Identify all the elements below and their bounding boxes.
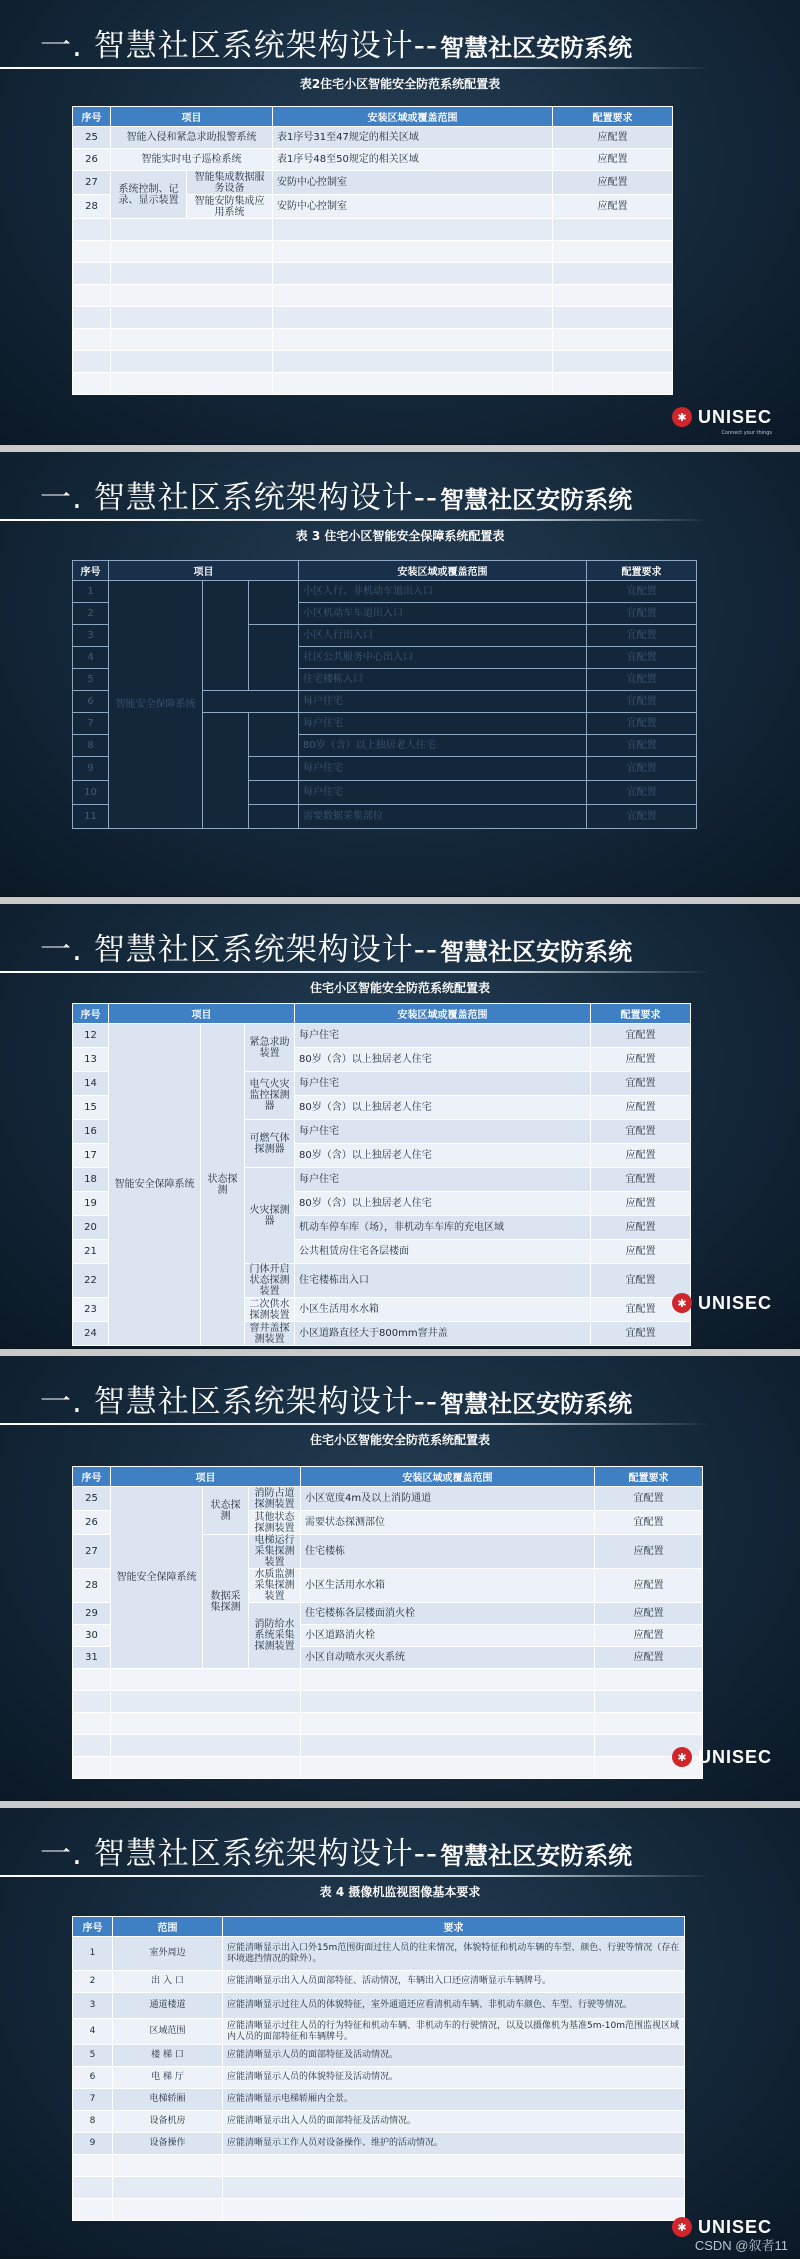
title-underline [0,971,710,973]
slide-4 [0,1356,800,1801]
cell-no: 1 [73,581,109,603]
cell-area: 需要状态探测部位 [301,1511,595,1535]
cell-device: 电气火灾监控探测器 [245,1072,295,1120]
cell-req: 应能清晰显示人员的面部特征及活动情况。 [223,2045,685,2067]
cell-device [249,757,299,781]
cell-device [249,805,299,829]
header-req: 配置要求 [587,561,697,581]
title-main: 一. 智慧社区系统架构设计-- [40,480,439,516]
cell-item-group: 系统控制、记录、显示装置 [111,171,187,219]
cell-req: 应能清晰显示工作人员对设备操作、维护的活动情况。 [223,2133,685,2155]
empty-row [73,219,673,241]
cell-area: 80岁（含）以上独居老人住宅 [295,1192,591,1216]
slide-title [40,20,633,64]
empty-row [73,351,673,373]
logo-text: UNISEC [697,1292,772,1313]
cell-device: 消防占道探测装置 [249,1487,301,1511]
cell-req: 应配置 [553,195,673,219]
cell-no: 6 [73,2067,113,2089]
cell-group: 智能安全保障系统 [109,581,203,829]
cell-subgroup: 数据采集探测 [203,1535,249,1669]
cell-device [249,713,299,757]
cell-no: 15 [73,1096,109,1120]
cell-area: 机动车停车库（场），非机动车车库的充电区域 [295,1216,591,1240]
cell-no: 7 [73,713,109,735]
header-no: 序号 [73,561,109,581]
cell-req: 宜配置 [595,1511,703,1535]
empty-row [73,1691,703,1713]
cell-no: 30 [73,1625,111,1647]
cell-area: 每户住宅 [295,1120,591,1144]
table-row [73,149,673,171]
cell-area: 小区生活用水水箱 [301,1569,595,1603]
cell-req: 宜配置 [595,1487,703,1511]
cell-no: 20 [73,1216,109,1240]
empty-row [73,373,673,395]
title-main: 一. 智慧社区系统架构设计-- [40,932,439,968]
title-main: 一. 智慧社区系统架构设计-- [40,28,439,64]
title-sub: 智慧社区安防系统 [440,34,633,62]
empty-row [73,329,673,351]
empty-row [73,2155,685,2177]
cell-no: 9 [73,757,109,781]
empty-row [73,307,673,329]
cell-item: 智能集成数据服务设备 [187,171,273,195]
empty-row [73,1713,703,1735]
cell-req: 应能清晰显示电梯轿厢内全景。 [223,2089,685,2111]
empty-row [73,2199,685,2221]
config-table [72,1003,691,1346]
cell-area: 每户住宅 [295,1168,591,1192]
cell-no: 21 [73,1240,109,1264]
header-item: 项目 [111,107,273,127]
logo-mark-icon: ✱ [672,2217,692,2237]
cell-no: 23 [73,1298,109,1322]
cell-area: 80岁（含）以上独居老人住宅 [299,735,587,757]
title-sub: 智慧社区安防系统 [440,1842,633,1870]
cell-req: 宜配置 [587,805,697,829]
cell-req: 宜配置 [587,603,697,625]
table-row [73,1937,685,1971]
cell-group: 智能安全保障系统 [109,1024,201,1346]
cell-req: 应配置 [595,1569,703,1603]
cell-area: 小区人行出入口 [299,625,587,647]
table-row [73,1487,703,1511]
cell-area: 每户住宅 [299,781,587,805]
cell-req: 应配置 [591,1216,691,1240]
cell-req: 宜配置 [587,625,697,647]
logo-text: UNISEC [697,2216,772,2237]
cell-req: 应能清晰显示人员的体貌特征及活动情况。 [223,2067,685,2089]
cell-area: 每户住宅 [295,1024,591,1048]
csdn-watermark: CSDN @叙者11 [694,2238,788,2253]
cell-no: 25 [73,1487,111,1511]
cell-item: 智能实时电子巡检系统 [111,149,273,171]
cell-no: 2 [73,603,109,625]
cell-req: 应配置 [595,1603,703,1625]
cell-area: 每户住宅 [295,1072,591,1096]
cell-no: 9 [73,2133,113,2155]
cell-area: 每户住宅 [299,757,587,781]
title-sub: 智慧社区安防系统 [440,938,633,966]
empty-row [73,263,673,285]
cell-area: 小区道路直径大于800mm窨井盖 [295,1322,591,1346]
title-sub: 智慧社区安防系统 [440,1390,633,1418]
cell-no: 6 [73,691,109,713]
empty-row [73,1735,703,1757]
table-caption: 表2住宅小区智能安全防范系统配置表 [299,77,501,91]
cell-no: 5 [73,2045,113,2067]
cell-req: 宜配置 [591,1168,691,1192]
cell-area: 每户住宅 [299,713,587,735]
cell-no: 29 [73,1603,111,1625]
cell-req: 应能清晰显示出入人员面部特征、活动情况，车辆出入口还应清晰显示车辆牌号。 [223,1971,685,1993]
unisec-logo [672,1290,772,1316]
title-underline [0,519,710,521]
cell-no: 16 [73,1120,109,1144]
cell-req: 应能清晰显示出入口外15m范围街面过往人员的往来情况，体貌特征和机动车辆的车型、颜色、行驶等情况（存在环境遮挡情况的除外）。 [223,1937,685,1971]
table-caption: 住宅小区智能安全防范系统配置表 [309,981,490,995]
cell-no: 14 [73,1072,109,1096]
cell-req: 应配置 [591,1144,691,1168]
cell-req: 应配置 [591,1096,691,1120]
cell-area: 小区生活用水水箱 [295,1298,591,1322]
title-main: 一. 智慧社区系统架构设计-- [40,1384,439,1420]
cell-req: 应能清晰显示过往人员的行为特征和机动车辆、非机动车的行驶情况，以及以摄像机为基准5m-10m范围监视区域内人员的面部特征和车辆牌号。 [223,2019,685,2045]
cell-no: 22 [73,1264,109,1298]
slide-title [40,472,633,516]
cell-req: 应配置 [591,1192,691,1216]
cell-req: 应配置 [595,1535,703,1569]
slide-title [40,1828,633,1872]
cell-device [203,691,299,713]
table-row [73,171,673,195]
cell-no: 25 [73,127,111,149]
cell-no: 24 [73,1322,109,1346]
cell-area: 小区人行、非机动车道出入口 [299,581,587,603]
table-header-row [73,1467,703,1487]
table-row [73,2111,685,2133]
header-scope: 范围 [113,1917,223,1937]
cell-device: 消防给水系统采集探测装置 [249,1603,301,1669]
empty-row [73,1669,703,1691]
table-caption: 表 4 摄像机监视图像基本要求 [319,1885,481,1899]
cell-req: 宜配置 [587,735,697,757]
header-area: 安装区域或覆盖范围 [299,561,587,581]
cell-area: 每户住宅 [299,691,587,713]
cell-req: 应配置 [553,171,673,195]
logo-text: UNISEC [697,406,772,427]
cell-req: 宜配置 [591,1264,691,1298]
table-row [73,2019,685,2045]
cell-item: 智能安防集成应用系统 [187,195,273,219]
cell-req: 应能清晰显示过往人员的体貌特征，室外通道还应看清机动车辆、非机动车颜色、车型、行驶等情况。 [223,1993,685,2019]
slide-2 [0,452,800,897]
cell-device: 二次供水探测装置 [245,1298,295,1322]
logo-tagline: Connect your things [721,430,772,436]
cell-req: 应配置 [595,1625,703,1647]
title-underline [0,67,710,69]
cell-group: 智能安全保障系统 [111,1487,203,1669]
slide-5 [0,1808,800,2259]
cell-no: 12 [73,1024,109,1048]
cell-no: 31 [73,1647,111,1669]
header-area: 安装区域或覆盖范围 [295,1004,591,1024]
cell-no: 28 [73,1569,111,1603]
cell-area: 小区机动车车道出入口 [299,603,587,625]
table-row [73,2067,685,2089]
cell-no: 27 [73,1535,111,1569]
cell-area: 表1序号31至47规定的相关区域 [273,127,553,149]
cell-req: 应能清晰显示出入人员的面部特征及活动情况。 [223,2111,685,2133]
table-row [73,127,673,149]
table-row [73,2045,685,2067]
cell-scope: 区域范围 [113,2019,223,2045]
table-header-row [73,561,697,581]
table-row [73,2089,685,2111]
cell-no: 3 [73,1993,113,2019]
cell-no: 26 [73,1511,111,1535]
cell-area: 住宅楼栋 [301,1535,595,1569]
cell-subgroup: 状态探测 [203,1487,249,1535]
cell-area: 住宅楼栋入口 [299,669,587,691]
cell-scope: 通道楼道 [113,1993,223,2019]
config-table [72,1466,703,1779]
slide-title [40,1376,633,1420]
header-no: 序号 [73,1004,109,1024]
cell-req: 宜配置 [591,1322,691,1346]
title-sub: 智慧社区安防系统 [440,486,633,514]
header-item: 项目 [109,1004,295,1024]
table-caption: 住宅小区智能安全防范系统配置表 [309,1433,490,1447]
cell-area: 小区宽度4m及以上消防通道 [301,1487,595,1511]
cell-device: 火灾探测器 [245,1168,295,1264]
cell-no: 8 [73,2111,113,2133]
cell-no: 4 [73,647,109,669]
cell-req: 宜配置 [587,713,697,735]
slide-3 [0,904,800,1349]
cell-area: 小区自动喷水灭火系统 [301,1647,595,1669]
cell-req: 宜配置 [591,1120,691,1144]
cell-device: 窨井盖探测装置 [245,1322,295,1346]
cell-no: 5 [73,669,109,691]
header-req: 配置要求 [553,107,673,127]
cell-req: 宜配置 [591,1298,691,1322]
cell-area: 住宅楼栋各层楼面消火栓 [301,1603,595,1625]
cell-subgroup: 状态探测 [201,1024,245,1346]
cell-area: 80岁（含）以上独居老人住宅 [295,1096,591,1120]
cell-no: 11 [73,805,109,829]
header-no: 序号 [73,1467,111,1487]
table-header-row [73,1917,685,1937]
header-req: 配置要求 [595,1467,703,1487]
empty-row [73,2177,685,2199]
config-table [72,106,673,395]
cell-area: 小区道路消火栓 [301,1625,595,1647]
cell-no: 1 [73,1937,113,1971]
logo-mark-icon: ✱ [672,1293,692,1313]
cell-scope: 楼 梯 口 [113,2045,223,2067]
table-row [73,2133,685,2155]
header-item: 项目 [111,1467,301,1487]
cell-no: 17 [73,1144,109,1168]
table-row [73,1971,685,1993]
cell-area: 安防中心控制室 [273,171,553,195]
unisec-logo [672,404,772,436]
unisec-logo [672,1744,772,1770]
slide-1 [0,0,800,445]
cell-req: 应配置 [595,1647,703,1669]
cell-area: 公共租赁房住宅各层楼面 [295,1240,591,1264]
cell-device [249,581,299,625]
cell-no: 13 [73,1048,109,1072]
slide-title [40,924,633,968]
cell-scope: 电 梯 厅 [113,2067,223,2089]
header-area: 安装区域或覆盖范围 [301,1467,595,1487]
cell-scope: 室外周边 [113,1937,223,1971]
cell-area: 需要数据采集部位 [299,805,587,829]
cell-no: 19 [73,1192,109,1216]
cell-req: 宜配置 [587,691,697,713]
cell-req: 宜配置 [587,581,697,603]
cell-scope: 出 入 口 [113,1971,223,1993]
cell-area: 80岁（含）以上独居老人住宅 [295,1048,591,1072]
header-no: 序号 [73,1917,113,1937]
cell-subgroup [203,713,249,829]
header-req: 配置要求 [591,1004,691,1024]
cell-area: 社区公共服务中心出入口 [299,647,587,669]
cell-device: 电梯运行采集探测装置 [249,1535,301,1569]
header-no: 序号 [73,107,111,127]
cell-scope: 设备操作 [113,2133,223,2155]
cell-scope: 电梯轿厢 [113,2089,223,2111]
cell-device: 水质监测采集探测装置 [249,1569,301,1603]
table-header-row [73,1004,691,1024]
table-row [73,1993,685,2019]
cell-device [249,625,299,691]
title-main: 一. 智慧社区系统架构设计-- [40,1836,439,1872]
cell-req: 应配置 [591,1048,691,1072]
cell-req: 应配置 [591,1240,691,1264]
table-row [73,581,697,603]
cell-req: 宜配置 [591,1072,691,1096]
cell-no: 18 [73,1168,109,1192]
cell-no: 3 [73,625,109,647]
table-row [73,1024,691,1048]
header-area: 安装区域或覆盖范围 [273,107,553,127]
cell-req: 宜配置 [587,647,697,669]
cell-device: 可燃气体探测器 [245,1120,295,1168]
cell-subgroup [203,581,249,691]
cell-area: 80岁（含）以上独居老人住宅 [295,1144,591,1168]
empty-row [73,241,673,263]
cell-req: 宜配置 [587,669,697,691]
empty-row [73,285,673,307]
table-caption: 表 3 住宅小区智能安全保障系统配置表 [295,529,505,543]
cell-no: 4 [73,2019,113,2045]
header-item: 项目 [109,561,299,581]
cell-req: 应配置 [553,127,673,149]
cell-area: 住宅楼栋出入口 [295,1264,591,1298]
cell-req: 宜配置 [587,757,697,781]
camera-requirements-table [72,1916,685,2221]
logo-mark-icon: ✱ [672,407,692,427]
cell-no: 7 [73,2089,113,2111]
cell-req: 宜配置 [591,1024,691,1048]
cell-req: 宜配置 [587,781,697,805]
cell-req: 应配置 [553,149,673,171]
config-table [72,560,697,829]
cell-device: 其他状态探测装置 [249,1511,301,1535]
cell-no: 26 [73,149,111,171]
cell-device: 紧急求助装置 [245,1024,295,1072]
logo-text: UNISEC [697,1746,772,1767]
cell-no: 27 [73,171,111,195]
cell-device: 门体开启状态探测装置 [245,1264,295,1298]
cell-device [249,781,299,805]
header-req: 要求 [223,1917,685,1937]
logo-mark-icon: ✱ [672,1747,692,1767]
cell-no: 28 [73,195,111,219]
title-underline [0,1423,710,1425]
table-header-row [73,107,673,127]
cell-no: 8 [73,735,109,757]
cell-no: 2 [73,1971,113,1993]
title-underline [0,1875,710,1877]
empty-row [73,1757,703,1779]
cell-area: 表1序号48至50规定的相关区域 [273,149,553,171]
cell-no: 10 [73,781,109,805]
cell-scope: 设备机房 [113,2111,223,2133]
cell-area: 安防中心控制室 [273,195,553,219]
cell-item: 智能入侵和紧急求助报警系统 [111,127,273,149]
